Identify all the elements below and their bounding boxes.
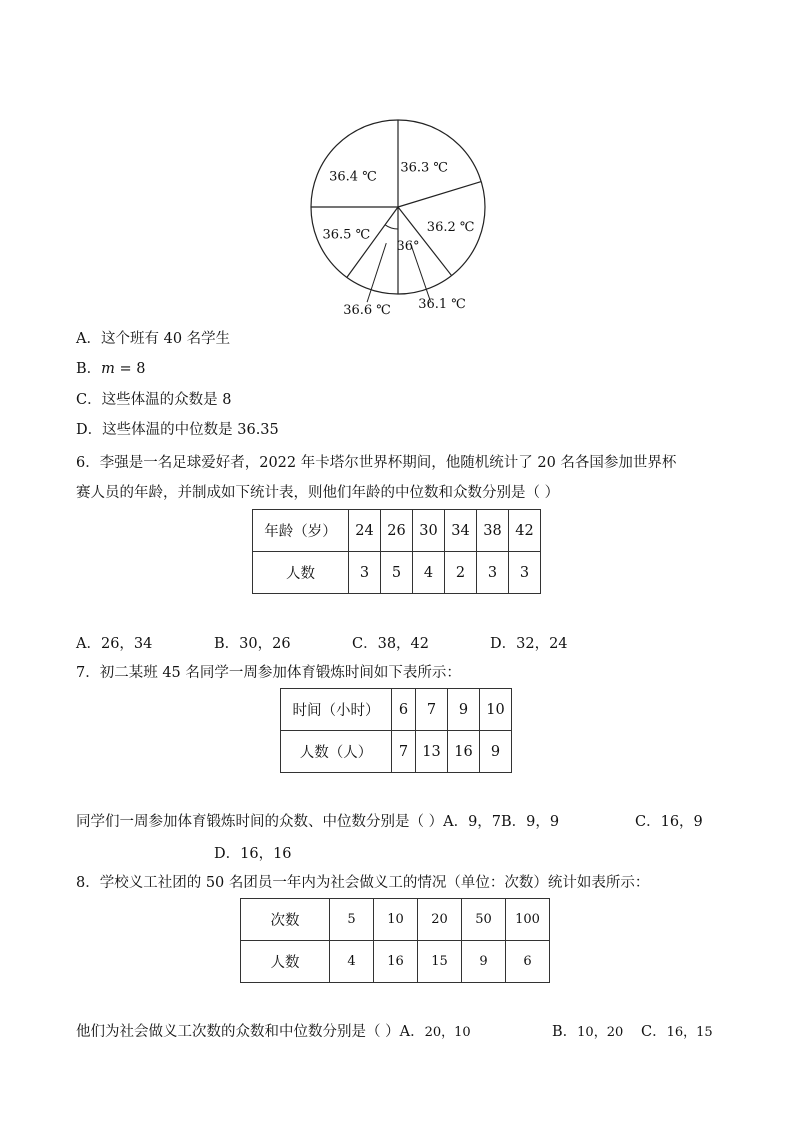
- q8-cell: 5: [330, 899, 374, 941]
- q6-option-d: D．32，24: [490, 636, 568, 652]
- q6-cell: 30: [413, 510, 445, 552]
- pie-slice-label: 36.1 ℃: [418, 297, 466, 312]
- q8-text-line2: [76, 1020, 471, 1041]
- temperature-pie-chart: [300, 110, 500, 320]
- q8-cell: 10: [374, 899, 418, 941]
- q7-row2-header: 人数（人）: [281, 731, 392, 773]
- q7-option-d: D．16，16: [214, 846, 292, 862]
- q6-cell: 26: [381, 510, 413, 552]
- q8-row2-header: 人数: [241, 941, 330, 983]
- pie-slice-label: 36.2 ℃: [426, 220, 475, 236]
- q7-time-table: [280, 688, 512, 773]
- q6-cell: 2: [445, 552, 477, 594]
- q8-cell: 6: [506, 941, 550, 983]
- q5-option-b: B．m = 8: [76, 361, 146, 377]
- q8-cell: 50: [462, 899, 506, 941]
- table-row: [241, 941, 550, 983]
- q7-cell: 7: [416, 689, 448, 731]
- q6-row1-header: 年龄（岁）: [253, 510, 349, 552]
- q6-cell: 24: [349, 510, 381, 552]
- q8-row1-header: 次数: [241, 899, 330, 941]
- pie-slice-label: 36.6 ℃: [343, 303, 391, 318]
- q6-text-line2: 赛人员的年龄，并制成如下统计表，则他们年龄的中位数和众数分别是（ ）: [76, 485, 560, 501]
- pie-slice-label: 36.5 ℃: [322, 227, 371, 243]
- q7-text-line1: 7．初二某班 45 名同学一周参加体育锻炼时间如下表所示：: [76, 665, 461, 681]
- pie-angle-arc: [385, 225, 398, 229]
- q6-row2-header: 人数: [253, 552, 349, 594]
- table-row: [253, 552, 541, 594]
- q6-option-a: A．26，34: [76, 636, 153, 652]
- q8-cell: 20: [418, 899, 462, 941]
- q7-cell: 10: [480, 689, 512, 731]
- q6-cell: 34: [445, 510, 477, 552]
- q8-cell: 100: [506, 899, 550, 941]
- pie-slice-label: 36.3 ℃: [400, 160, 448, 176]
- q7-cell: 13: [416, 731, 448, 773]
- q7-cell: 7: [392, 731, 416, 773]
- q8-option-c: C．16，15: [641, 1024, 713, 1040]
- q8-cell: 15: [418, 941, 462, 983]
- q6-option-c: C．38，42: [352, 636, 429, 652]
- q8-cell: 9: [462, 941, 506, 983]
- q7-cell: 6: [392, 689, 416, 731]
- q6-cell: 42: [509, 510, 541, 552]
- q6-cell: 3: [349, 552, 381, 594]
- q8-cell: 16: [374, 941, 418, 983]
- pie-slice-boundary: [398, 182, 481, 207]
- q7-text-line2: 同学们一周参加体育锻炼时间的众数、中位数分别是（ ）A．9，7B．9，9: [76, 814, 560, 830]
- q6-cell: 3: [477, 552, 509, 594]
- table-row: [281, 731, 512, 773]
- q6-cell: 3: [509, 552, 541, 594]
- q5-option-c: C．这些体温的众数是 8: [76, 392, 232, 408]
- q5-option-d: D．这些体温的中位数是 36.35: [76, 422, 279, 438]
- q8-text-line1: 8．学校义工社团的 50 名团员一年内为社会做义工的情况（单位：次数）统计如表所示：: [76, 875, 650, 891]
- table-row: [253, 510, 541, 552]
- q7-cell: 16: [448, 731, 480, 773]
- q5-option-a: A．这个班有 40 名学生: [76, 331, 231, 347]
- q6-cell: 38: [477, 510, 509, 552]
- q6-option-b: B．30，26: [214, 636, 291, 652]
- q8-count-table: [240, 898, 550, 983]
- q8-stem: 他们为社会做义工次数的众数和中位数分别是（ ）A．: [76, 1024, 425, 1040]
- q6-age-table: [252, 509, 541, 594]
- q8-option-b: B．10，20: [552, 1024, 624, 1040]
- q7-cell: 9: [480, 731, 512, 773]
- table-row: [241, 899, 550, 941]
- q6-cell: 4: [413, 552, 445, 594]
- pie-angle-label: 36°: [396, 239, 420, 254]
- q7-row1-header: 时间（小时）: [281, 689, 392, 731]
- q6-text-line1: 6．李强是一名足球爱好者，2022 年卡塔尔世界杯期间，他随机统计了 20 名各国参加世界杯: [76, 455, 677, 471]
- q8-cell: 4: [330, 941, 374, 983]
- q6-cell: 5: [381, 552, 413, 594]
- pie-slice-label: 36.4 ℃: [329, 169, 377, 185]
- q7-option-c: C．16，9: [635, 814, 703, 830]
- q8-option-a: 20，10: [424, 1025, 471, 1040]
- table-row: [281, 689, 512, 731]
- q7-cell: 9: [448, 689, 480, 731]
